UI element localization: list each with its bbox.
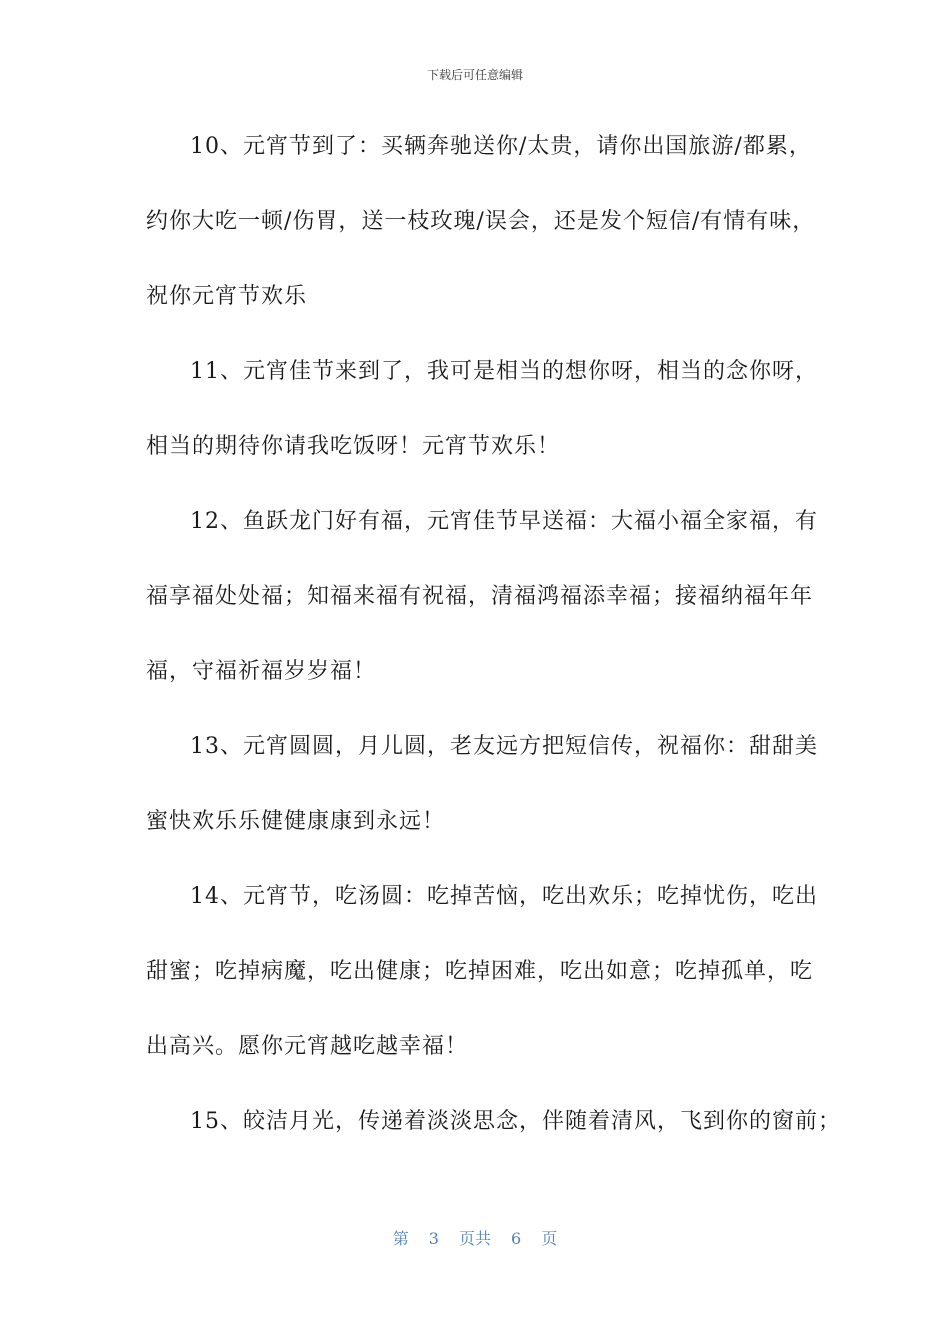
paragraph-line: 福享福处处福；知福来福有祝福，清福鸿福添幸福；接福纳福年年 — [146, 584, 814, 609]
paragraph-line: 蜜快欢乐乐健健康康到永远！ — [146, 809, 446, 834]
footer-suffix: 页 — [541, 1229, 558, 1248]
paragraph-line: 福，守福祈福岁岁福！ — [146, 659, 377, 684]
footer-middle: 页共 — [458, 1229, 491, 1248]
paragraph-line: 甜蜜；吃掉病魔，吃出健康；吃掉困难，吃出如意；吃掉孤单，吃 — [146, 959, 814, 984]
paragraph-line: 12、鱼跃龙门好有福，元宵佳节早送福：大福小福全家福，有 — [190, 509, 818, 534]
paragraph-line: 13、元宵圆圆，月儿圆，老友远方把短信传，祝福你：甜甜美 — [190, 734, 818, 759]
page-header: 下载后可任意编辑 — [426, 68, 523, 82]
paragraph-11 — [146, 345, 818, 495]
paragraph-10 — [146, 120, 816, 345]
paragraph-line: 出高兴。愿你元宵越吃越幸福！ — [146, 1034, 469, 1059]
footer-current-page: 3 — [428, 1229, 439, 1248]
footer-prefix: 第 — [392, 1229, 409, 1248]
paragraph-14 — [146, 870, 818, 1095]
footer-total-pages: 6 — [511, 1229, 522, 1248]
paragraph-line: 14、元宵节，吃汤圆：吃掉苦恼，吃出欢乐；吃掉忧伤，吃出 — [190, 884, 818, 909]
paragraph-12 — [146, 495, 818, 720]
paragraph-line: 11、元宵佳节来到了，我可是相当的想你呀，相当的念你呀， — [190, 359, 818, 384]
paragraph-line: 祝你元宵节欢乐 — [146, 284, 308, 309]
paragraph-15 — [146, 1095, 841, 1170]
page-footer — [0, 1226, 950, 1249]
paragraph-line: 10、元宵节到了：买辆奔驰送你/太贵，请你出国旅游/都累， — [190, 134, 812, 159]
paragraph-line: 15、皎洁月光，传递着淡淡思念，伴随着清风，飞到你的窗前； — [190, 1109, 841, 1134]
document-body — [146, 120, 841, 1170]
paragraph-13 — [146, 720, 818, 870]
paragraph-line: 约你大吃一顿/伤胃，送一枝玫瑰/误会，还是发个短信/有情有味， — [146, 209, 816, 234]
paragraph-line: 相当的期待你请我吃饭呀！元宵节欢乐！ — [146, 434, 561, 459]
